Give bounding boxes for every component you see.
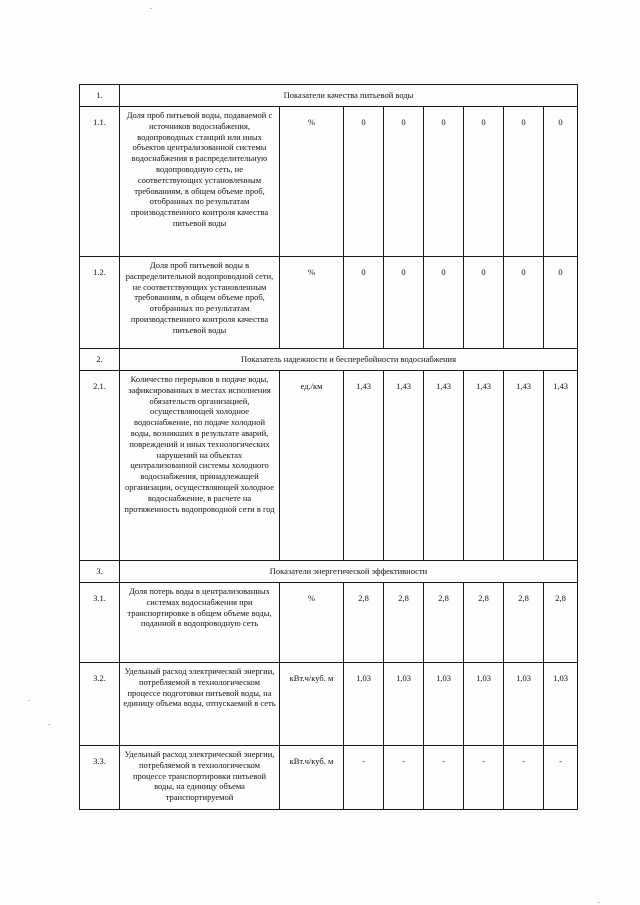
unit-cell: ед./км [280,371,344,561]
section-number: 1. [80,85,120,107]
table-row [80,257,578,349]
value-cell: 2,8 [344,583,384,663]
value-cell: 1,03 [464,663,504,746]
row-number: 3.2. [80,663,120,746]
indicator-description: Доля проб питьевой воды, подаваемой с источников водоснабжения, водопроводных станций или иных объектов централизованной системы водоснабжения в распределительную водопроводную сеть, не соответствующих установленным требованиям, в общем объеме проб, отобранных по результатам производственного контроля качества питьевой воды [120,107,280,257]
value-cell: - [384,746,424,810]
value-cell: 0 [384,257,424,349]
scan-speck [48,724,50,725]
unit-cell: кВт.ч/куб. м [280,746,344,810]
indicator-description: Удельный расход электрической энергии, потребляемой в технологическом процессе подготовки питьевой воды, на единицу объема воды, отпускаемой в сеть [120,663,280,746]
section-title: Показатели качества питьевой воды [120,85,578,107]
value-cell: 0 [424,257,464,349]
indicator-description: Количество перерывов в подаче воды, зафиксированных в местах исполнения обязательств организацией, осуществляющей холодное водоснабжение, по подаче холодной воды, возникших в результате аварий, повреждений и иных технологических нарушений на объектах централизованной системы холодного водоснабжения, принадлежащей организации, осуществляющей холодное водоснабжение, в расчете на протяженность водопроводной сети в год [120,371,280,561]
table-row [80,746,578,810]
indicator-description: Удельный расход электрической энергии, потребляемой в технологическом процессе транспортировки питьевой воды, на единицу объема транспортируемой [120,746,280,810]
value-cell: 0 [344,257,384,349]
indicators-table [79,84,578,810]
section-title: Показатели энергетической эффективности [120,561,578,583]
unit-cell: % [280,257,344,349]
value-cell: 1,03 [384,663,424,746]
row-number: 1.2. [80,257,120,349]
section-header-row [80,561,578,583]
value-cell: 0 [424,107,464,257]
unit-cell: % [280,583,344,663]
unit-cell: кВт.ч/куб. м [280,663,344,746]
value-cell: 2,8 [384,583,424,663]
value-cell: 1,43 [424,371,464,561]
table-row [80,107,578,257]
section-header-row [80,85,578,107]
table-row [80,663,578,746]
value-cell: 0 [504,107,544,257]
value-cell: 1,43 [464,371,504,561]
scan-speck [28,700,30,701]
table-row [80,371,578,561]
row-number: 3.3. [80,746,120,810]
value-cell: - [344,746,384,810]
table-row [80,583,578,663]
value-cell: - [424,746,464,810]
unit-cell: % [280,107,344,257]
value-cell: 0 [464,107,504,257]
indicator-description: Доля потерь воды в централизованных системах водоснабжения при транспортировке в общем объеме воды, поданной в водопроводную сеть [120,583,280,663]
row-number: 3.1. [80,583,120,663]
value-cell: 1,03 [504,663,544,746]
value-cell: 1,03 [424,663,464,746]
value-cell: 1,43 [344,371,384,561]
section-header-row [80,349,578,371]
value-cell: 2,8 [544,583,578,663]
value-cell: 0 [544,107,578,257]
value-cell: 1,43 [384,371,424,561]
row-number: 1.1. [80,107,120,257]
value-cell: 2,8 [504,583,544,663]
scan-speck [150,8,152,9]
section-number: 3. [80,561,120,583]
value-cell: - [504,746,544,810]
section-number: 2. [80,349,120,371]
value-cell: 1,03 [544,663,578,746]
indicator-description: Доля проб питьевой воды в распределительной водопроводной сети, не соответствующих установленным требованиям, в общем объеме проб, отобранных по результатам производственного контроля качества питьевой воды [120,257,280,349]
value-cell: 2,8 [424,583,464,663]
value-cell: 2,8 [464,583,504,663]
value-cell: - [544,746,578,810]
value-cell: 0 [384,107,424,257]
value-cell: 0 [504,257,544,349]
section-title: Показатель надежности и бесперебойности водоснабжения [120,349,578,371]
row-number: 2.1. [80,371,120,561]
value-cell: 1,03 [344,663,384,746]
value-cell: 0 [344,107,384,257]
value-cell: - [464,746,504,810]
value-cell: 1,43 [504,371,544,561]
value-cell: 0 [464,257,504,349]
scan-speck [598,902,600,903]
value-cell: 1,43 [544,371,578,561]
value-cell: 0 [544,257,578,349]
